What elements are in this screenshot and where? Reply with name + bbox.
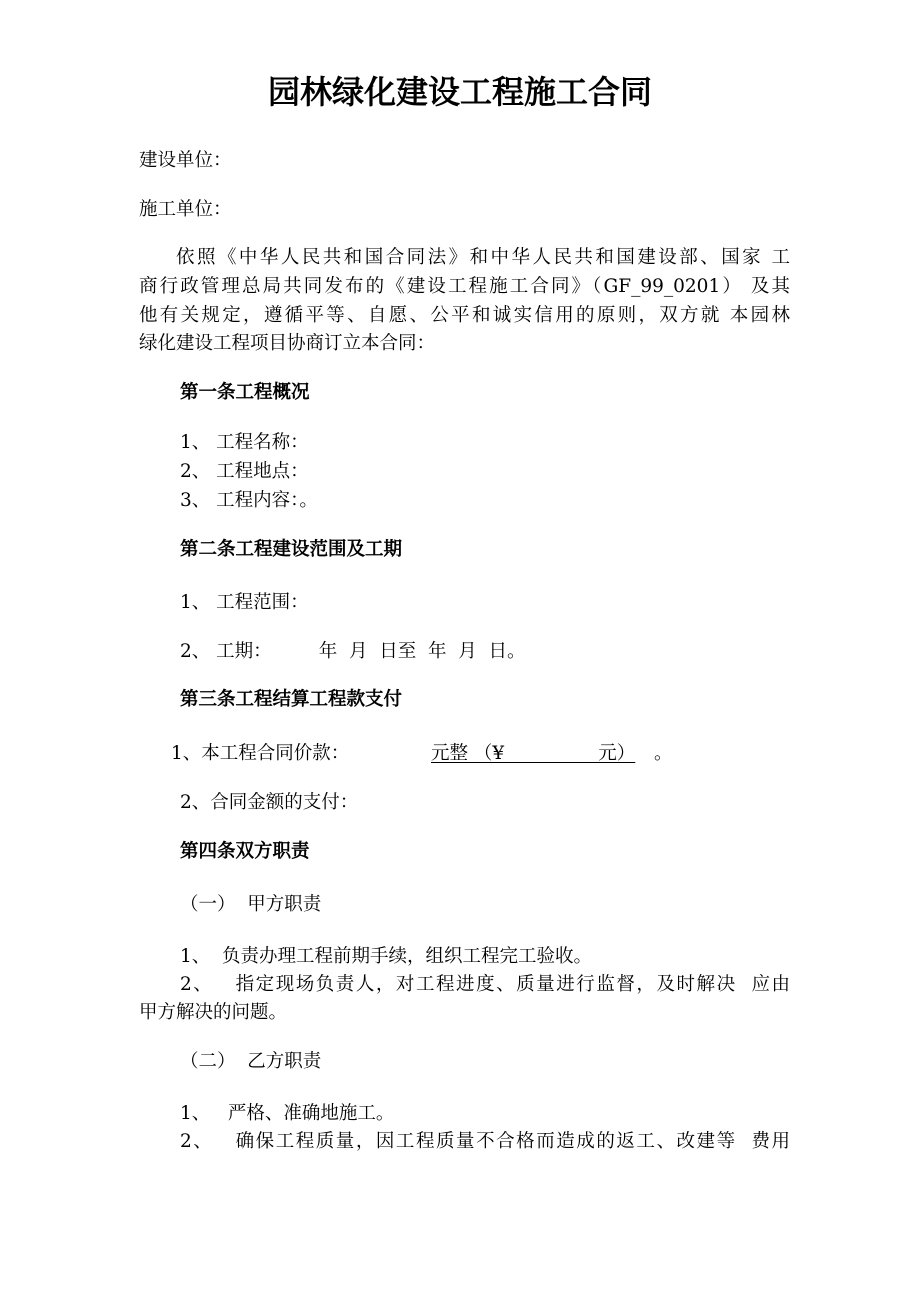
party-a-duty-item: 1、 负责办理工程前期手续，组织工程完工验收。 [180,946,593,967]
article3-item-price-label: 1、本工程合同价款： [171,743,350,764]
article3-item: 2、合同金额的支付： [180,792,359,813]
document-title: 园林绿化建设工程施工合同 [267,73,652,111]
article1-heading: 第一条工程概况 [180,382,310,403]
party-b-duty-item: 1、 严格、准确地施工。 [180,1103,395,1124]
party-a-label: 建设单位： [139,150,232,171]
article4-heading: 第四条双方职责 [180,841,310,862]
article1-item: 2、 工程地点： [180,461,309,482]
party-a-duties-heading: （一） 甲方职责 [180,894,322,915]
article1-item: 3、 工程内容：。 [180,490,318,511]
intro-line: 他有关规定，遵循平等、自愿、公平和诚实信用的原则，双方就 本园林 [139,305,790,326]
article2-item: 1、 工程范围： [180,592,309,613]
party-a-duty-item-cont: 甲方解决的问题。 [139,1002,288,1023]
article3-heading: 第三条工程结算工程款支付 [180,689,403,710]
intro-line: 商行政管理总局共同发布的《建设工程施工合同》（GF_99_0201） 及其 [139,276,790,297]
article1-item: 1、 工程名称： [180,432,309,453]
article3-item-price-amount: 元整 （¥ 元） [431,743,636,764]
article2-item: 2、 工期： 年 月 日至 年 月 日。 [180,641,526,662]
intro-line: 绿化建设工程项目协商订立本合同： [139,333,436,354]
party-a-duty-item: 2、 指定现场负责人，对工程进度、质量进行监督，及时解决 应由 [180,974,790,995]
article2-heading: 第二条工程建设范围及工期 [180,539,403,560]
article3-item-price-end: 。 [654,743,673,764]
party-b-duty-item: 2、 确保工程质量，因工程质量不合格而造成的返工、改建等 费用 [180,1131,790,1152]
party-b-label: 施工单位： [139,199,232,220]
intro-line: 依照《中华人民共和国合同法》和中华人民共和国建设部、国家 工 [176,247,790,268]
party-b-duties-heading: （二） 乙方职责 [180,1051,322,1072]
